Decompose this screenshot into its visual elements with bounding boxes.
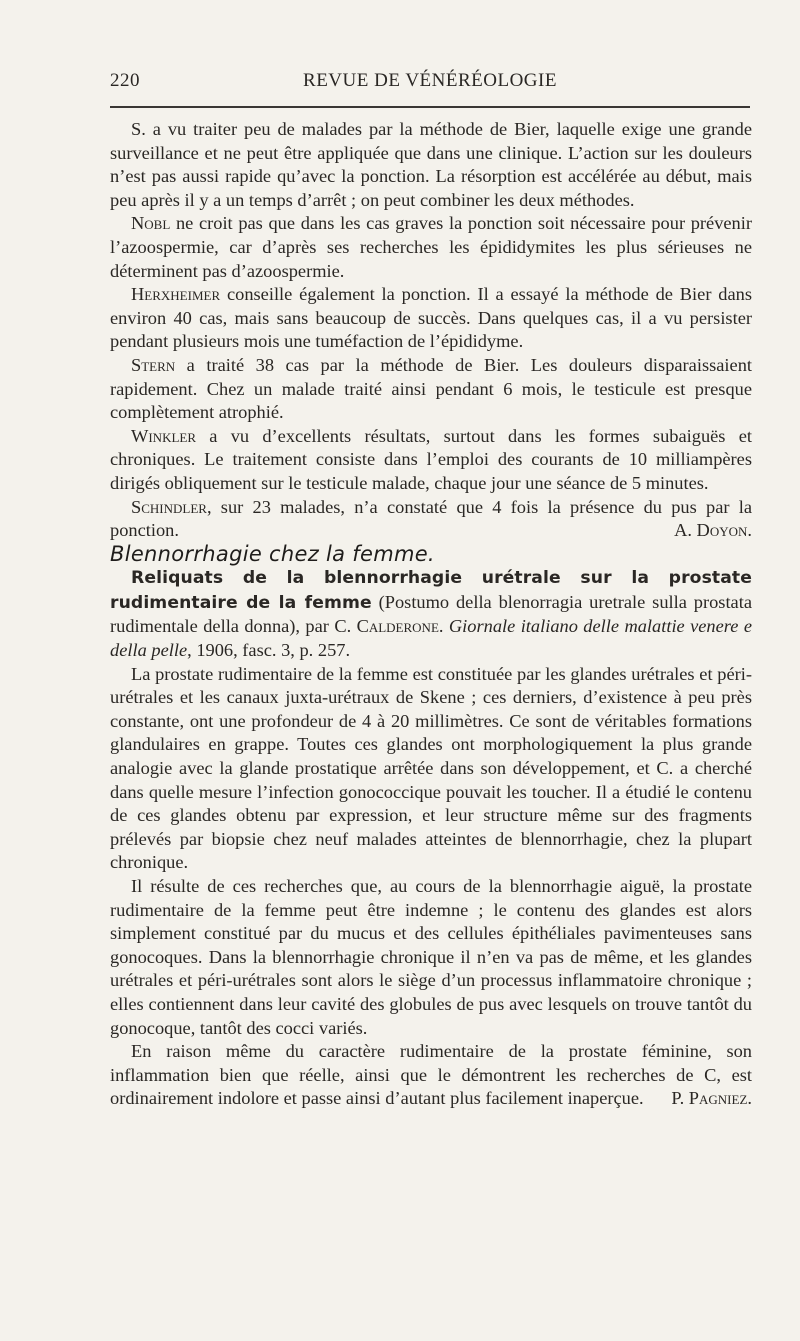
paragraph-text: conseille également la ponction. Il a essayé la méthode de Bier dans environ 40 cas, mais sans beaucoup de succès. Dans quelques cas, il a vu persister pendant plusieurs mois une tuméfaction de l’épididyme. [110,284,752,352]
paragraph [110,496,752,543]
paragraph-text: La prostate rudimentaire de la femme est constituée par les glandes urétrales et péri-urétrales et les canaux juxta-urétraux de Skene ; ces derniers, d’existence à peu près constante, ont une profondeur de 4 à 20 millimètres. Ce sont de véritables formations glandulaires en grappe. Toutes ces glandes ont morphologiquement la plus grande analogie avec la glande prostatique arrêtée dans son développement, et C. a cherché dans quelle mesure l’infection gonococcique pouvait les toucher. Il a étudié le contenu de ces glandes obtenu par expression, et leur structure même sur des fragments prélevés par biopsie chez neuf malades atteintes de blennorrhagie, chez la plupart chronique. [110,663,752,873]
citation: , 1906, fasc. 3, p. 257. [187,640,351,661]
journal-name: Giornale italiano delle malattie venere e della pelle [110,616,752,661]
author-name: Nobl [131,213,171,234]
author-name: Herxheimer [131,284,221,305]
author-name: Schindler [131,496,207,517]
separator: . [438,616,449,637]
paragraph [110,283,752,354]
article-author: C. Calderone [334,616,439,637]
paragraph [110,425,752,496]
page-body [110,118,752,1111]
page-number: 220 [110,70,140,91]
paragraph [110,118,752,212]
paragraph [110,875,752,1040]
paragraph [110,212,752,283]
paragraph [110,663,752,875]
original-title: (Postumo della blenorragia uretrale sulla prostata rudimentale della donna), par [110,591,752,637]
paragraph-text: Il résulte de ces recherches que, au cours de la blennorrhagie aiguë, la prostate rudimentaire de la femme peut être indemne ; le contenu des glandes est alors simplement constitué par du mucus et des cellules épithéliales pavimenteuses sans gonocoques. Dans la blennorrhagie chronique il n’en va pas de même, et les glandes urétrales et péri-urétrales sont alors le siège d’un processus inflammatoire chronique ; elles contiennent dans leur cavité des globules de pus avec lesquels on trouve tantôt du gonocoque, tantôt des cocci variés. [110,876,752,1038]
paragraph-text: ne croit pas que dans les cas graves la ponction soit nécessaire pour prévenir l’azoospermie, car d’après ses recherches les épididymites les plus sérieuses ne déterminent pas d’azoospermie. [110,213,752,281]
author-name: Winkler [131,425,197,446]
paragraph [110,354,752,425]
article-title: Reliquats de la blennorrhagie urétrale sur la prostate rudimentaire de la femme [110,568,752,613]
author-name: Stern [131,354,176,375]
header-rule [110,106,750,108]
paragraph [110,1040,752,1111]
section-title: Blennorrhagie chez la femme. [110,541,435,566]
paragraph-text: En raison même du caractère rudimentaire de la prostate féminine, son inflammation bien que réelle, ainsi que le démontrent les recherches de C, est ordinairement indolore et passe ainsi d’autant plus facilement inaperçue. [110,1041,752,1109]
page-header [110,70,750,96]
signature: A. Doyon. [674,520,752,541]
paragraph-text: a vu d’excellents résultats, surtout dans les formes subaiguës et chroniques. Le traitement consiste dans l’emploi des courants de 10 milliampères dirigés obliquement sur le testicule malade, chaque jour une séance de 5 minutes. [110,425,752,493]
running-title: REVUE DE VÉNÉRÉOLOGIE [303,70,557,91]
signature: P. Pagniez. [671,1088,752,1109]
paragraph-text: a traité 38 cas par la méthode de Bier. Les douleurs disparaissaient rapidement. Chez un malade traité ainsi pendant 6 mois, le testicule est presque complètement atrophié. [110,354,752,423]
paragraph-text: S. a vu traiter peu de malades par la méthode de Bier, laquelle exige une grande surveillance et ne peut être appliquée que dans une clinique. L’action sur les douleurs n’est pas aussi rapide qu’avec la ponction. La résorption est accélérée au début, mais peu après il y a un temps d’arrêt ; on peut combiner les deux méthodes. [110,119,752,210]
article-heading [110,566,752,662]
paragraph-text: , sur 23 malades, n’a constaté que 4 fois la présence du pus par la ponction. [110,496,752,541]
